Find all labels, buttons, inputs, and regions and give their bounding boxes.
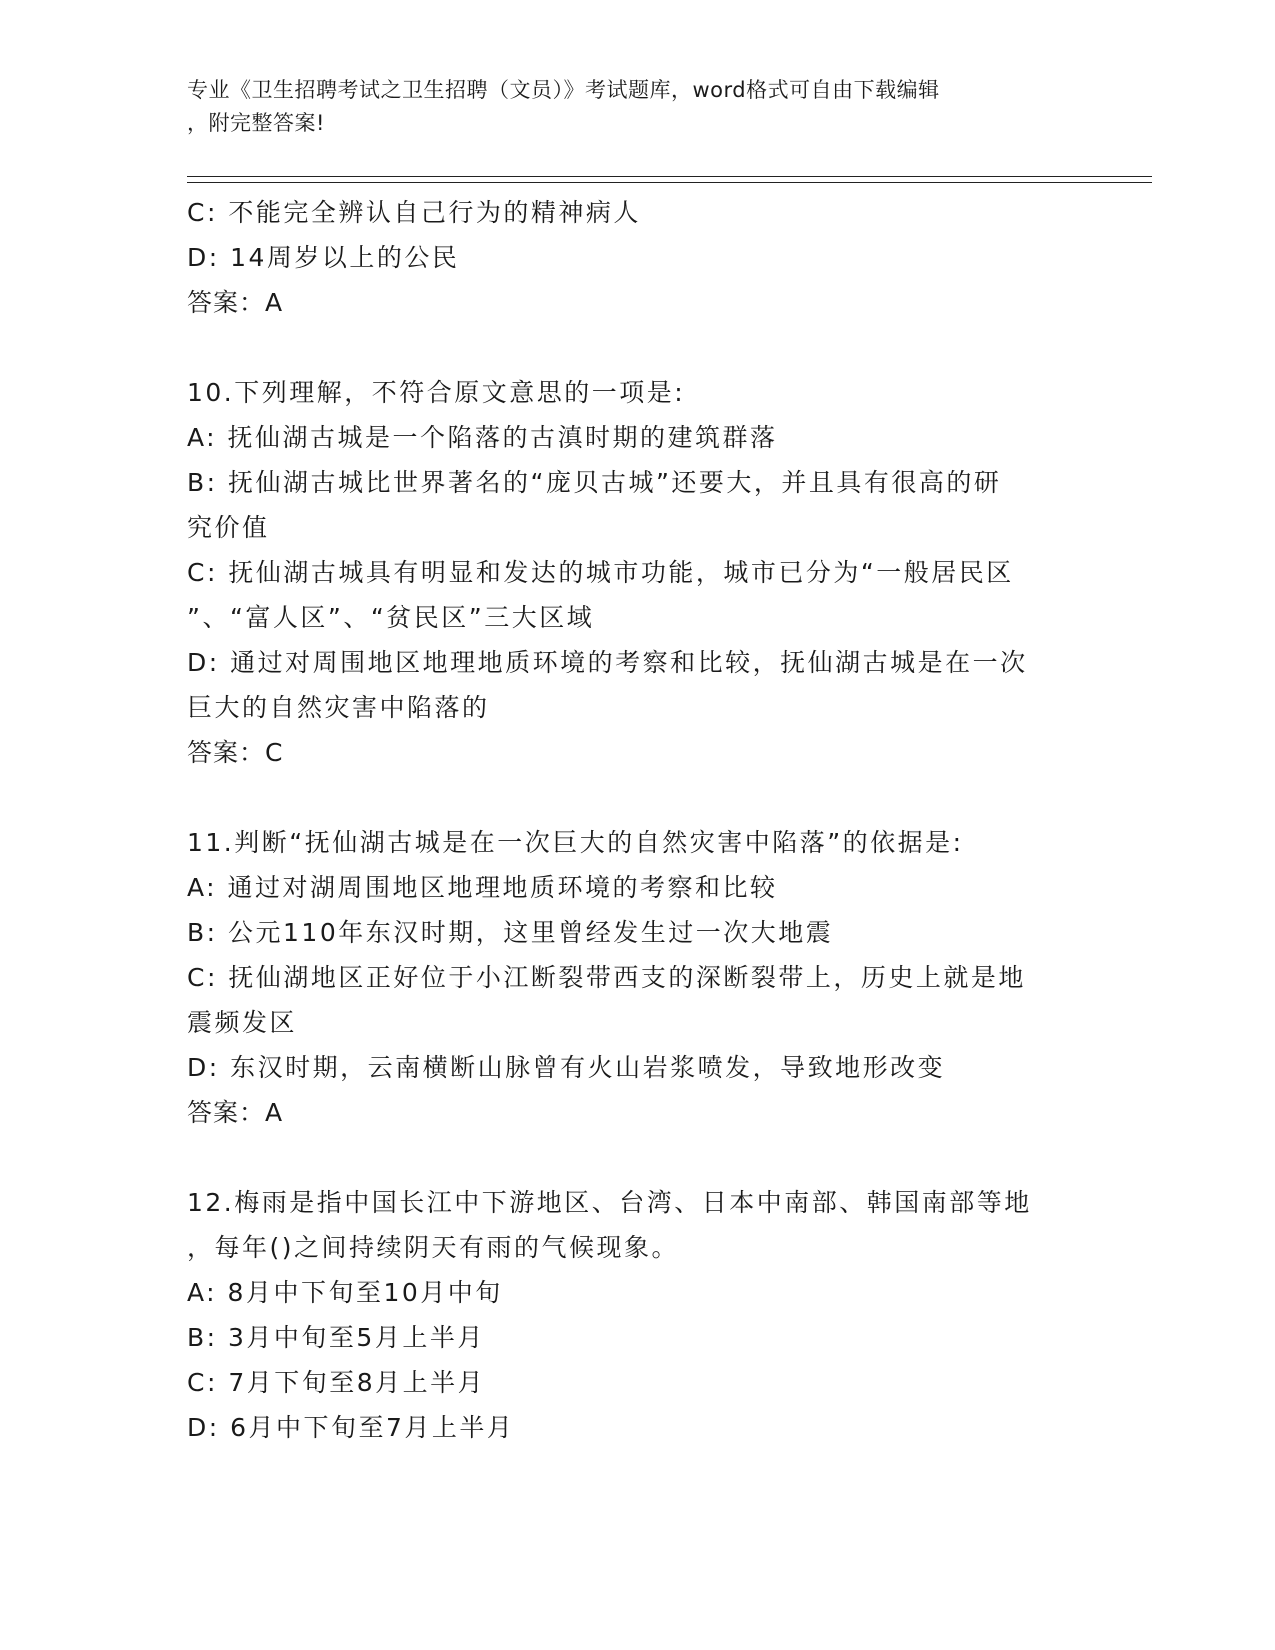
option-d: D: 东汉时期，云南横断山脉曾有火山岩浆喷发，导致地形改变 (187, 1053, 946, 1082)
document-header (187, 74, 1067, 140)
header-line-1: 专业《卫生招聘考试之卫生招聘（文员）》考试题库，word格式可自由下载编辑 (187, 78, 940, 102)
question-stem: 12.梅雨是指中国长江中下游地区、台湾、日本中南部、韩国南部等地 (187, 1188, 1032, 1217)
answer: 答案：C (187, 738, 284, 767)
answer: 答案：A (187, 1098, 284, 1127)
previous-question (187, 190, 1087, 325)
option-c: C: 7月下旬至8月上半月 (187, 1368, 486, 1397)
option-c-continued: ”、“富人区”、“贫民区”三大区域 (187, 603, 595, 632)
option-c: C: 不能完全辨认自己行为的精神病人 (187, 198, 641, 227)
question-12 (187, 1180, 1087, 1450)
option-a: A: 8月中下旬至10月中旬 (187, 1278, 503, 1307)
question-11 (187, 820, 1087, 1135)
header-rule-top (187, 176, 1152, 177)
option-d-continued: 巨大的自然灾害中陷落的 (187, 693, 490, 722)
option-d: D: 6月中下旬至7月上半月 (187, 1413, 515, 1442)
option-d: D: 14周岁以上的公民 (187, 243, 460, 272)
option-c: C: 抚仙湖地区正好位于小江断裂带西支的深断裂带上，历史上就是地 (187, 963, 1026, 992)
header-rule-bottom (187, 182, 1152, 183)
option-a: A: 抚仙湖古城是一个陷落的古滇时期的建筑群落 (187, 423, 778, 452)
option-b: B: 公元110年东汉时期，这里曾经发生过一次大地震 (187, 918, 834, 947)
option-b: B: 3月中旬至5月上半月 (187, 1323, 485, 1352)
option-a: A: 通过对湖周围地区地理地质环境的考察和比较 (187, 873, 778, 902)
document-body (187, 190, 1087, 1450)
option-b-continued: 究价值 (187, 513, 270, 542)
question-10 (187, 370, 1087, 775)
option-c: C: 抚仙湖古城具有明显和发达的城市功能，城市已分为“一般居民区 (187, 558, 1014, 587)
question-stem: 10.下列理解，不符合原文意思的一项是: (187, 378, 686, 407)
question-stem-continued: ，每年()之间持续阴天有雨的气候现象。 (187, 1233, 680, 1262)
option-c-continued: 震频发区 (187, 1008, 298, 1037)
option-b: B: 抚仙湖古城比世界著名的“庞贝古城”还要大，并且具有很高的研 (187, 468, 1002, 497)
option-d: D: 通过对周围地区地理地质环境的考察和比较，抚仙湖古城是在一次 (187, 648, 1028, 677)
question-stem: 11.判断“抚仙湖古城是在一次巨大的自然灾害中陷落”的依据是: (187, 828, 964, 857)
answer: 答案：A (187, 288, 284, 317)
header-line-2: ，附完整答案! (187, 111, 325, 135)
